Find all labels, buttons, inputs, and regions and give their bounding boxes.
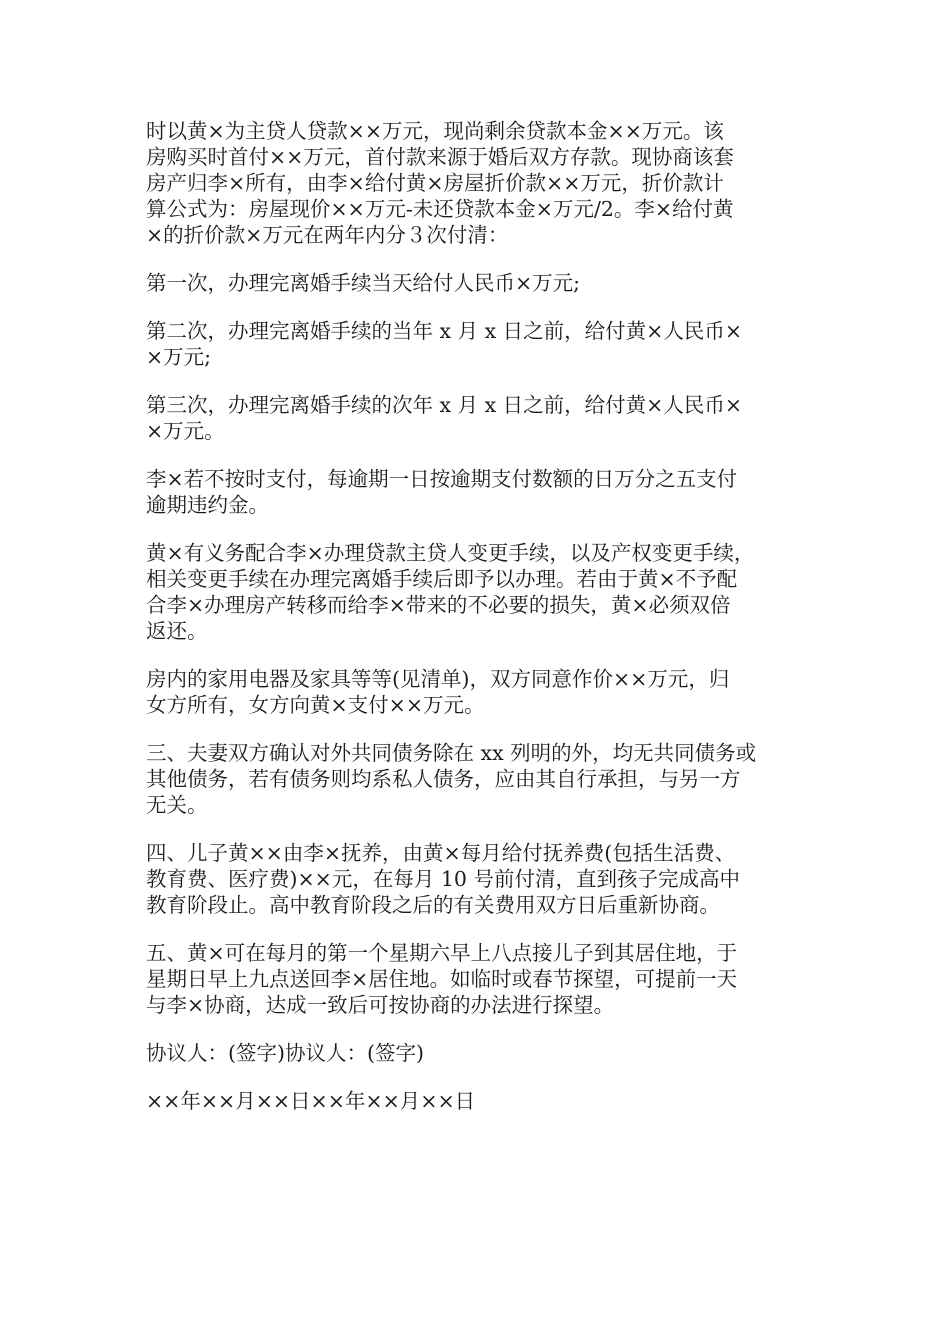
- document-body: [146, 118, 810, 1114]
- paragraph-clause-three-debts: 三、夫妻双方确认对外共同债务除在 xx 列明的外，均无共同债务或 其他债务，若有债务则均系私人债务，应由其自行承担，与另一方 无关。: [146, 741, 757, 817]
- signature-line: 协议人：(签字)协议人：(签字): [146, 1041, 424, 1065]
- paragraph-second-payment: 第二次，办理完离婚手续的当年 x 月 x 日之前，给付黄×人民币× ×万元;: [146, 319, 743, 369]
- paragraph-loan-transfer: 黄×有义务配合李×办理贷款主贷人变更手续，以及产权变更手续， 相关变更手续在办理完离婚手续后即予以办理。若由于黄×不予配 合李×办理房产转移而给李×带来的不必要的损失，黄×必须双倍 返还。: [146, 541, 755, 643]
- date-line: ××年××月××日××年××月××日: [146, 1089, 476, 1113]
- paragraph-third-payment: 第三次，办理完离婚手续的次年 x 月 x 日之前，给付黄×人民币× ×万元。: [146, 393, 743, 443]
- paragraph-appliances: 房内的家用电器及家具等等(见清单)，双方同意作价××万元，归 女方所有，女方向黄×支付××万元。: [146, 667, 730, 717]
- paragraph-property-loan: 时以黄×为主贷人贷款××万元，现尚剩余贷款本金××万元。该 房购买时首付××万元，首付款来源于婚后双方存款。现协商该套 房产归李×所有，由李×给付黄×房屋折价款××万元，折价款计 算公式为：房屋现价××万元-未还贷款本金×万元/2。李×给付黄 ×的折价款×万元在两年内分３次付清：: [146, 119, 734, 247]
- paragraph-clause-four-custody: 四、儿子黄××由李×抚养，由黄×每月给付抚养费(包括生活费、 教育费、医疗费)××元，在每月 10 号前付清，直到孩子完成高中 教育阶段止。高中教育阶段之后的有关费用双方日后重新协商。: [146, 841, 740, 917]
- paragraph-first-payment: 第一次，办理完离婚手续当天给付人民币×万元;: [146, 271, 581, 295]
- paragraph-clause-five-visitation: 五、黄×可在每月的第一个星期六早上八点接儿子到其居住地，于 星期日早上九点送回李×居住地。如临时或春节探望，可提前一天 与李×协商，达成一致后可按协商的办法进行探望。: [146, 941, 738, 1017]
- paragraph-late-penalty: 李×若不按时支付，每逾期一日按逾期支付数额的日万分之五支付 逾期违约金。: [146, 467, 738, 517]
